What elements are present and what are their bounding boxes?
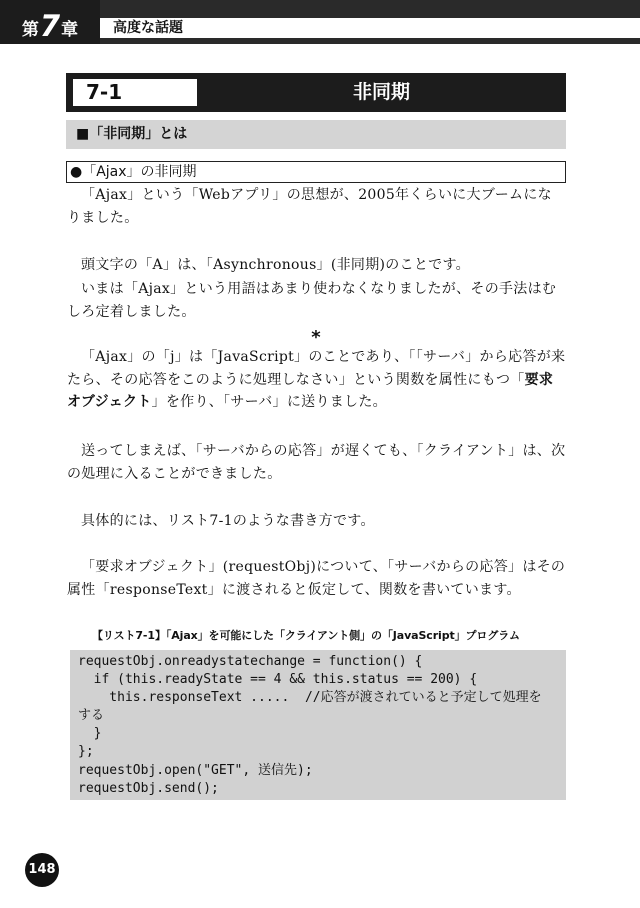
chapter-number: 7 [39,9,61,43]
section-banner [66,73,566,112]
section-title: 非同期 [352,81,410,103]
paragraph-4-end: 」を作り、「サーバ」に送りました。 [151,394,387,410]
code-line: requestObj.send(); [78,780,219,796]
code-block [70,650,566,800]
chapter-tab [0,0,100,44]
code-line: requestObj.open("GET", 送信先); [78,762,313,778]
section-number: 7-1 [73,79,197,106]
paragraph-1 [67,184,566,229]
section-separator: * [311,327,321,348]
chapter-title: 高度な話題 [113,20,183,36]
paragraph-7 [67,556,566,601]
paragraph-5 [67,440,566,485]
boxed-heading: ●「Ajax」の非同期 [66,161,566,183]
paragraph-5-text: 送ってしまえば、「サーバからの応答」が遅くても、「クライアント」は、次の処理に入ることができました。 [67,443,566,482]
chapter-suffix: 章 [61,20,79,40]
paragraph-3-text: いまは「Ajax」という用語はあまり使わなくなりましたが、その手法はむしろ定着しました。 [67,281,557,320]
paragraph-2 [67,254,566,277]
paragraph-4-start: 「Ajax」の「j」は「JavaScript」のことであり、「「サーバ」から応答が来たら、その応答をこのように処理しなさい」という関数を属性にもつ「 [67,349,566,388]
paragraph-3 [67,278,566,323]
code-line: requestObj.onreadystatechange = function() { [78,654,423,669]
paragraph-1-text: 「Ajax」という「Webアプリ」の思想が、2005年くらいに大ブームになりました。 [67,187,552,226]
paragraph-4-emphasis: 要求オブジェクト [67,371,554,410]
code-line: this.responseText ..... //応答が渡されていると予定して処理を [78,690,542,706]
code-line: }; [78,744,94,760]
code-line: } [78,726,102,742]
paragraph-6-text: 具体的には、リスト7-1のような書き方です。 [81,513,375,529]
paragraph-6 [67,510,566,533]
code-line: する [78,708,105,724]
subheading: ■「非同期」とは [66,120,566,149]
paragraph-2-text: 頭文字の「A」は、「Asynchronous」(非同期)のことです。 [81,257,470,273]
paragraph-7-text: 「要求オブジェクト」(requestObj)について、「サーバからの応答」はその属性「responseText」に渡されると仮定して、関数を書いています。 [67,559,566,598]
paragraph-4 [67,346,566,414]
header-bottom-bar [100,38,640,44]
page-number: 148 [25,853,59,887]
listing-caption: 【リスト7-1】「Ajax」を可能にした「クライアント側」の「JavaScript」プログラム [92,629,520,642]
code-line: if (this.readyState == 4 && this.status == 200) { [78,672,478,688]
chapter-prefix: 第 [21,20,39,40]
chapter-header [0,0,640,44]
